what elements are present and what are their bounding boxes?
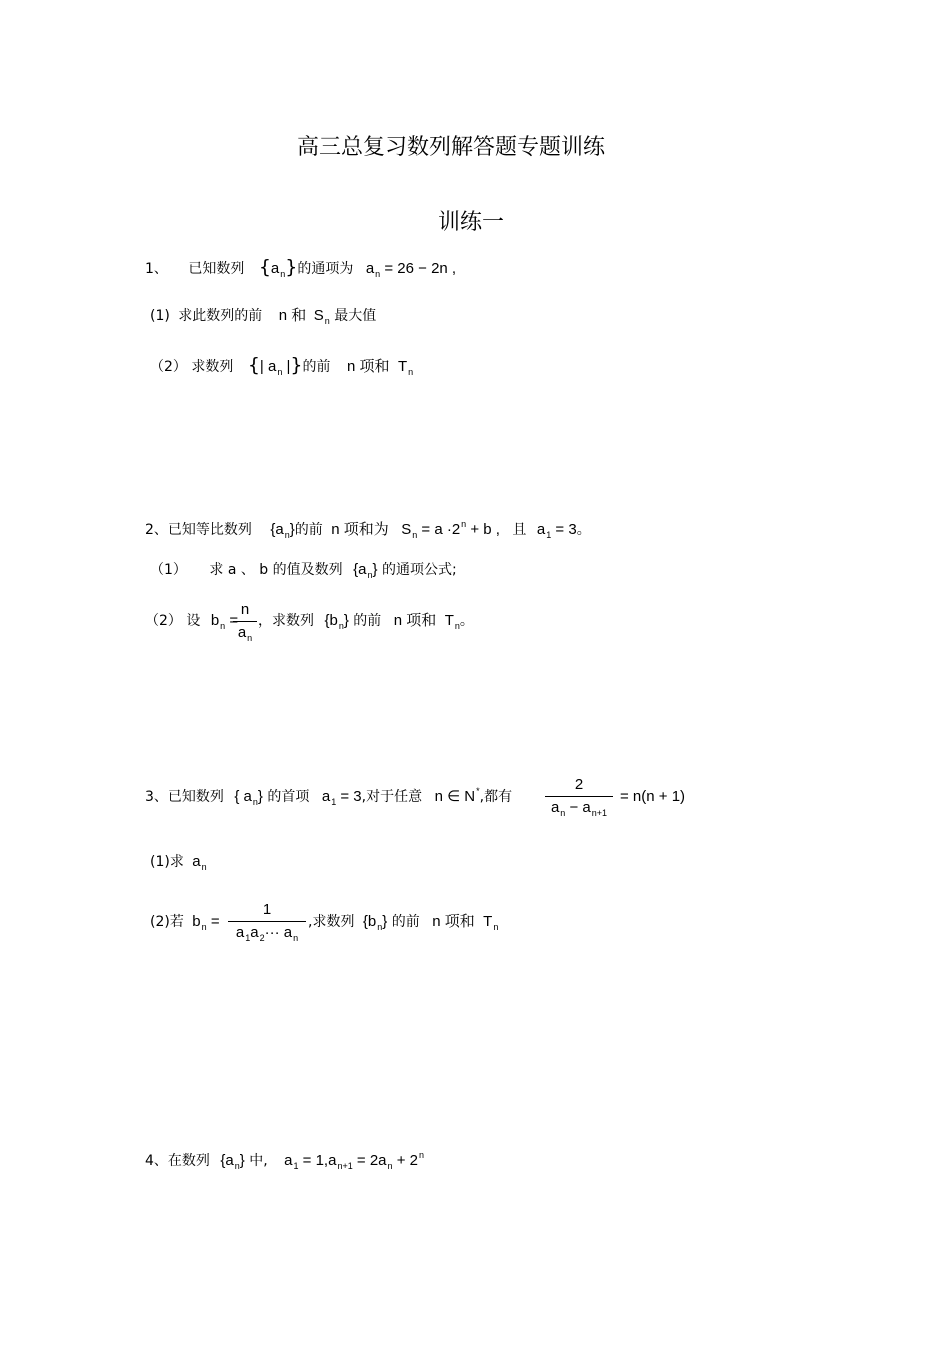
problem-text: 已知等比数列 [167,522,252,538]
problem-2-part-2 [145,611,238,632]
part-label: （2） [150,359,187,375]
formula: $b_n$ = [210,612,239,631]
part-text: 的前 [302,359,331,375]
problem-text: 。 [576,522,591,538]
problem-text: 的首项 [267,789,310,805]
problem-1-stem [145,257,456,280]
formula: {| $a_n$ |} [247,354,303,377]
part-text: n 项和 [432,913,475,930]
formula: $b_n$ = [192,913,220,932]
part-text: 的通项公式; [381,562,457,578]
formula: = n(n + 1) [620,788,686,805]
problem-number: 1、 [145,261,168,277]
problem-3-part-1 [150,852,207,873]
problem-3-part-2-cont [308,912,498,933]
formula: n ∈ N* [434,786,480,805]
part-text: 求此数列的前 [178,308,263,324]
part-text: 的前 [353,613,382,629]
problem-text: 的通项为 [297,261,354,277]
part-text: n 项和 [393,612,437,629]
formula: $S_n$ [313,307,330,326]
problem-1-part-1 [150,306,376,327]
part-text: 求 [169,854,184,870]
problem-2-part-2-cont [258,611,474,632]
part-text: 设 [186,613,201,629]
page-title: 高三总复习数列解答题专题训练 [297,135,606,160]
problem-3-part-2 [150,912,220,933]
formula: { $a_n$} [234,788,263,807]
part-label: (1) [150,854,170,870]
formula: $T_n$ [397,358,414,377]
formula: $\{b_n\}$ [362,913,388,932]
formula: $a_1 = 3$ [536,521,577,540]
problem-text: n 项和为 [331,521,389,538]
part-text: 求 a 、 b 的值及数列 [209,562,343,578]
part-text: n 项和 [346,358,390,375]
problem-text: 在数列 [167,1153,210,1169]
formula: $\{a_n\}$ [353,561,378,580]
formula: $a_1 = 3$ [321,788,362,807]
part-text: 的前 [391,914,420,930]
formula: $\{a_n\}$ [220,1152,245,1171]
part-label: （1） [150,562,187,578]
formula: $\{a_n\}$ [270,521,295,540]
part-text: 最大值 [334,308,377,324]
fraction: n $a_n$ [233,601,257,643]
formula: $a_1 = 1,a_{n+1} = 2a_n + 2^n$ [284,1150,424,1171]
formula: $S_n = a \cdot 2^n + b$ , [401,519,500,540]
part-text: 。 [459,613,474,629]
part-text: ,求数列 [308,914,355,930]
problem-3-stem [145,787,512,808]
fraction: 2 $a_n - a_{n+1}$ [545,776,613,818]
problem-number: 4、 [145,1153,168,1169]
formula: $a_n$ [192,853,207,872]
problem-text: 且 [512,522,527,538]
problem-2-stem [145,520,591,541]
problem-number: 3、 [145,789,168,805]
fraction: 1 $a_1a_2\cdot\cdot\cdot a_n$ [228,901,306,943]
formula: $T_n$ [444,612,460,631]
formula: $T_n$ [483,913,499,932]
sequence-notation: $\{a_n\}$ [258,256,298,279]
problem-text: 中, [249,1153,268,1169]
problem-text: ,对于任意 [361,789,423,805]
part-label: (2) [150,914,170,930]
problem-text: 的前 [294,522,323,538]
part-label: (1) [150,308,170,324]
part-text: 若 [169,914,184,930]
formula: $\{b_n\}$ [324,612,349,631]
part-label: （2） [145,613,182,629]
problem-2-part-1 [150,560,457,581]
problem-number: 2、 [145,522,168,538]
problem-text: ,都有 [479,789,513,805]
part-text: 求数列 [191,359,234,375]
part-text: ，求数列 [258,613,314,629]
problem-1-part-2 [150,355,413,378]
problem-4-stem [145,1151,424,1172]
problem-text: 已知数列 [167,789,224,805]
formula: $a_n = 26 - 2n$ , [365,260,457,279]
section-title: 训练一 [438,210,505,235]
problem-text: 已知数列 [188,261,245,277]
part-text: n 和 [278,307,307,324]
